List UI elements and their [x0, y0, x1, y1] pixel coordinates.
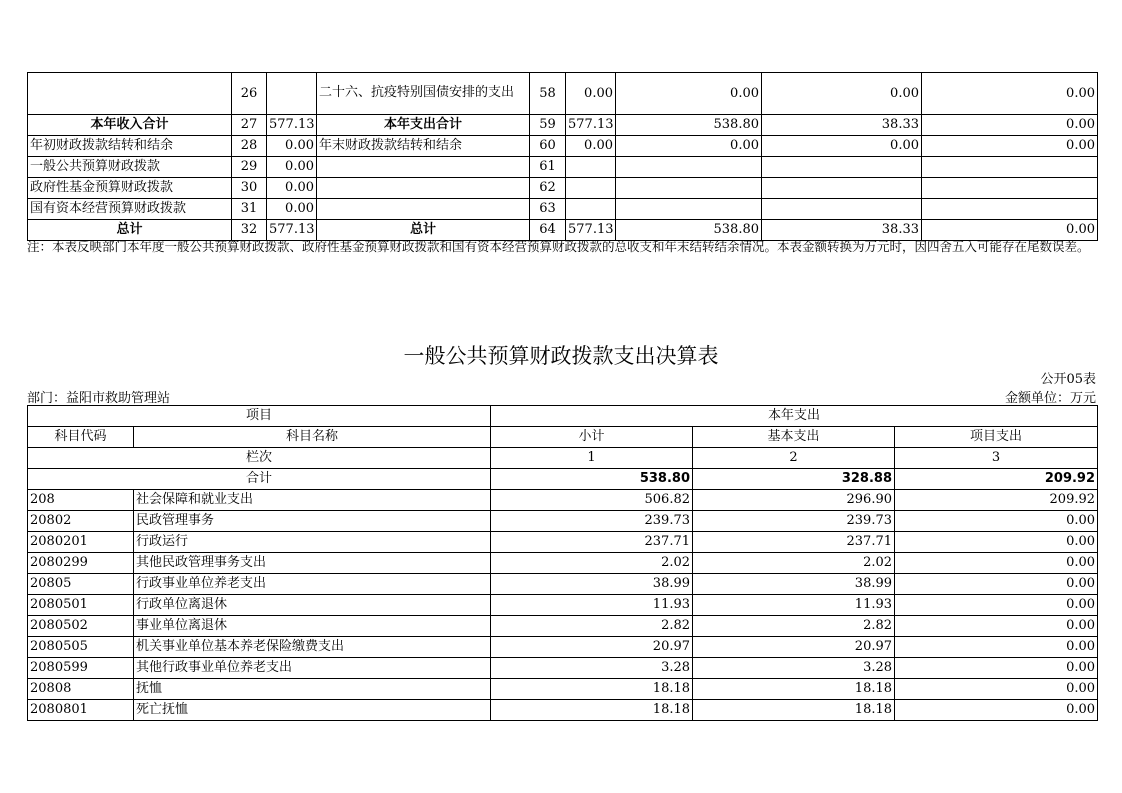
table-code: 公开05表 [1040, 372, 1096, 387]
right-label: 二十六、抗疫特别国债安排的支出 [317, 73, 530, 115]
project-value: 0.00 [895, 574, 1098, 595]
header-row-1 [28, 406, 1098, 427]
project-value: 0.00 [895, 511, 1098, 532]
subtotal-value: 237.71 [491, 532, 693, 553]
subject-code: 2080201 [28, 532, 134, 553]
subtotal-value: 239.73 [491, 511, 693, 532]
subtotal-value: 506.82 [491, 490, 693, 511]
left-amount: 577.13 [267, 115, 317, 136]
summary-row [28, 73, 1098, 115]
table-row [28, 553, 1098, 574]
right-amount-4: 0.00 [922, 115, 1098, 136]
amount-unit-label: 金额单位：万元 [1004, 391, 1096, 406]
subject-code: 2080299 [28, 553, 134, 574]
table-row [28, 637, 1098, 658]
subject-name: 抚恤 [134, 679, 491, 700]
subject-name: 民政管理事务 [134, 511, 491, 532]
project-value: 0.00 [895, 616, 1098, 637]
subject-code: 208 [28, 490, 134, 511]
right-amount-4 [922, 199, 1098, 220]
left-row-no: 27 [232, 115, 267, 136]
right-amount-2 [616, 178, 762, 199]
subject-name: 事业单位离退休 [134, 616, 491, 637]
project-value: 209.92 [895, 490, 1098, 511]
left-label [28, 73, 232, 115]
right-amount-1: 577.13 [566, 115, 616, 136]
right-amount-2: 0.00 [616, 73, 762, 115]
table-row [28, 511, 1098, 532]
left-amount: 577.13 [267, 220, 317, 241]
left-label: 政府性基金预算财政拨款 [28, 178, 232, 199]
subject-code: 2080599 [28, 658, 134, 679]
left-row-no: 32 [232, 220, 267, 241]
total-label: 合计 [28, 469, 491, 490]
header-subject-code: 科目代码 [28, 427, 134, 448]
right-amount-3 [762, 178, 922, 199]
right-label [317, 199, 530, 220]
table-row [28, 700, 1098, 721]
subtotal-value: 18.18 [491, 700, 693, 721]
subtotal-value: 38.99 [491, 574, 693, 595]
right-amount-2: 538.80 [616, 220, 762, 241]
table-row [28, 616, 1098, 637]
project-value: 0.00 [895, 658, 1098, 679]
subject-code: 2080502 [28, 616, 134, 637]
subject-name: 机关事业单位基本养老保险缴费支出 [134, 637, 491, 658]
right-amount-4 [922, 178, 1098, 199]
left-row-no: 31 [232, 199, 267, 220]
table-row [28, 595, 1098, 616]
subtotal-value: 11.93 [491, 595, 693, 616]
right-label: 年末财政拨款结转和结余 [317, 136, 530, 157]
right-amount-2 [616, 199, 762, 220]
right-amount-3 [762, 157, 922, 178]
right-amount-4: 0.00 [922, 220, 1098, 241]
basic-value: 3.28 [693, 658, 895, 679]
summary-row [28, 220, 1098, 241]
right-amount-3: 0.00 [762, 73, 922, 115]
subject-name: 行政单位离退休 [134, 595, 491, 616]
left-label: 国有资本经营预算财政拨款 [28, 199, 232, 220]
header-row-2 [28, 427, 1098, 448]
header-col-1: 1 [491, 448, 693, 469]
project-value: 0.00 [895, 679, 1098, 700]
expenditure-table [27, 405, 1098, 721]
left-label: 一般公共预算财政拨款 [28, 157, 232, 178]
total-project: 209.92 [895, 469, 1098, 490]
subject-name: 行政运行 [134, 532, 491, 553]
subject-code: 20802 [28, 511, 134, 532]
right-amount-1 [566, 157, 616, 178]
right-row-no: 62 [530, 178, 566, 199]
table-note: 注：本表反映部门本年度一般公共预算财政拨款、政府性基金预算财政拨款和国有资本经营预算财政拨款的总收支和年末结转结余情况。本表金额转换为万元时，因四舍五入可能存在尾数误差。 [27, 239, 1090, 254]
header-subtotal: 小计 [491, 427, 693, 448]
right-amount-1: 0.00 [566, 136, 616, 157]
right-row-no: 63 [530, 199, 566, 220]
table-row [28, 490, 1098, 511]
left-label: 本年收入合计 [28, 115, 232, 136]
right-amount-2: 0.00 [616, 136, 762, 157]
page-title: 一般公共预算财政拨款支出决算表 [403, 344, 719, 368]
summary-row [28, 115, 1098, 136]
right-row-no: 61 [530, 157, 566, 178]
subtotal-value: 2.02 [491, 553, 693, 574]
basic-value: 2.82 [693, 616, 895, 637]
subject-code: 20805 [28, 574, 134, 595]
right-amount-1: 577.13 [566, 220, 616, 241]
summary-row [28, 136, 1098, 157]
summary-row [28, 157, 1098, 178]
left-row-no: 30 [232, 178, 267, 199]
right-label: 本年支出合计 [317, 115, 530, 136]
subtotal-value: 18.18 [491, 679, 693, 700]
right-row-no: 59 [530, 115, 566, 136]
subject-name: 社会保障和就业支出 [134, 490, 491, 511]
basic-value: 239.73 [693, 511, 895, 532]
table-row [28, 679, 1098, 700]
left-amount: 0.00 [267, 178, 317, 199]
table-row [28, 574, 1098, 595]
basic-value: 2.02 [693, 553, 895, 574]
basic-value: 18.18 [693, 679, 895, 700]
subject-name: 行政事业单位养老支出 [134, 574, 491, 595]
right-row-no: 60 [530, 136, 566, 157]
right-row-no: 64 [530, 220, 566, 241]
header-lanci: 栏次 [28, 448, 491, 469]
subtotal-value: 3.28 [491, 658, 693, 679]
project-value: 0.00 [895, 595, 1098, 616]
header-row-3 [28, 448, 1098, 469]
subject-name: 其他行政事业单位养老支出 [134, 658, 491, 679]
left-label: 年初财政拨款结转和结余 [28, 136, 232, 157]
right-amount-1: 0.00 [566, 73, 616, 115]
right-amount-2: 538.80 [616, 115, 762, 136]
right-amount-1 [566, 178, 616, 199]
subject-code: 2080505 [28, 637, 134, 658]
header-col-2: 2 [693, 448, 895, 469]
right-amount-3 [762, 199, 922, 220]
header-project: 项目支出 [895, 427, 1098, 448]
right-amount-4: 0.00 [922, 136, 1098, 157]
summary-row [28, 199, 1098, 220]
project-value: 0.00 [895, 637, 1098, 658]
subtotal-value: 2.82 [491, 616, 693, 637]
basic-value: 18.18 [693, 700, 895, 721]
total-subtotal: 538.80 [491, 469, 693, 490]
left-label: 总计 [28, 220, 232, 241]
basic-value: 11.93 [693, 595, 895, 616]
summary-row [28, 178, 1098, 199]
right-label [317, 178, 530, 199]
left-row-no: 29 [232, 157, 267, 178]
right-amount-4 [922, 157, 1098, 178]
left-row-no: 26 [232, 73, 267, 115]
total-basic: 328.88 [693, 469, 895, 490]
header-subject-name: 科目名称 [134, 427, 491, 448]
header-item: 项目 [28, 406, 491, 427]
basic-value: 20.97 [693, 637, 895, 658]
total-row [28, 469, 1098, 490]
department-label: 部门：益阳市救助管理站 [27, 391, 171, 406]
left-amount [267, 73, 317, 115]
project-value: 0.00 [895, 700, 1098, 721]
right-amount-4: 0.00 [922, 73, 1098, 115]
header-basic: 基本支出 [693, 427, 895, 448]
right-amount-3: 38.33 [762, 220, 922, 241]
right-amount-2 [616, 157, 762, 178]
basic-value: 296.90 [693, 490, 895, 511]
left-amount: 0.00 [267, 136, 317, 157]
project-value: 0.00 [895, 532, 1098, 553]
project-value: 0.00 [895, 553, 1098, 574]
left-amount: 0.00 [267, 157, 317, 178]
right-label: 总计 [317, 220, 530, 241]
right-amount-1 [566, 199, 616, 220]
table-row [28, 658, 1098, 679]
subject-code: 2080801 [28, 700, 134, 721]
right-amount-3: 0.00 [762, 136, 922, 157]
subject-code: 2080501 [28, 595, 134, 616]
header-year-expenditure: 本年支出 [491, 406, 1098, 427]
left-row-no: 28 [232, 136, 267, 157]
subtotal-value: 20.97 [491, 637, 693, 658]
subject-name: 死亡抚恤 [134, 700, 491, 721]
right-amount-3: 38.33 [762, 115, 922, 136]
table-row [28, 532, 1098, 553]
basic-value: 38.99 [693, 574, 895, 595]
income-expense-summary-table [27, 72, 1098, 241]
left-amount: 0.00 [267, 199, 317, 220]
right-label [317, 157, 530, 178]
header-col-3: 3 [895, 448, 1098, 469]
subject-code: 20808 [28, 679, 134, 700]
basic-value: 237.71 [693, 532, 895, 553]
right-row-no: 58 [530, 73, 566, 115]
subject-name: 其他民政管理事务支出 [134, 553, 491, 574]
